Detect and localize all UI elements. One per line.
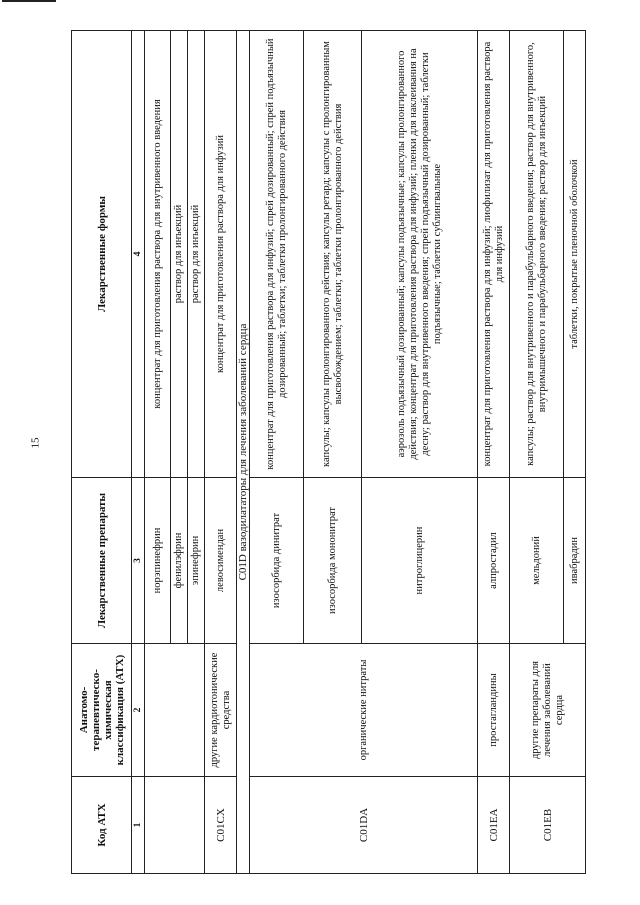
header-atc-class: Анатомо-терапевтическо-химическая классификация (АТХ)	[72, 644, 132, 777]
class-cell: другие кардиотонические средства	[205, 644, 237, 777]
table-row	[250, 31, 304, 874]
code-cell: C01EB	[510, 777, 586, 874]
code-cell: C01CX	[205, 777, 237, 874]
rotated-table-page	[71, 30, 580, 874]
forms-cell: концентрат для приготовления раствора для внутривенного введения	[145, 31, 171, 478]
drug-cell: эпинефрин	[188, 478, 205, 644]
class-cell: простагландины	[478, 644, 510, 777]
class-cell	[145, 644, 205, 777]
drug-table	[71, 30, 586, 874]
class-cell: органические нитраты	[250, 644, 478, 777]
forms-cell: таблетки, покрытые пленочной оболочкой	[564, 31, 586, 478]
forms-cell: концентрат для приготовления раствора для инфузий; спрей дозированный; спрей подъязычный дозированный; таблетки; таблетки пролонгированного действия	[250, 31, 304, 478]
header-drugs: Лекарственные препараты	[72, 478, 132, 644]
page-number: 15	[29, 437, 42, 449]
forms-cell: аэрозоль подъязычный дозированный; капсулы подъязычные; капсулы пролонгированного действия; концентрат для приготовления раствора для инфузий; пленки для наклеивания на десну; раствор для внутривенного введения; спрей подъязычный дозированный; таблетки подъязычные; таблетки сублингвальные	[362, 31, 478, 478]
drug-cell: нитроглицерин	[362, 478, 478, 644]
class-cell: другие препараты для лечения заболеваний сердца	[510, 644, 586, 777]
drug-cell: норэпинефрин	[145, 478, 171, 644]
forms-cell: раствор для инъекций	[188, 31, 205, 478]
forms-cell: капсулы; капсулы пролонгированного действия; капсулы ретард; капсулы с пролонгированным высвобождением; таблетки; таблетки пролонгированного действия	[304, 31, 362, 478]
section-row	[237, 31, 250, 874]
drug-cell: мельдоний	[510, 478, 564, 644]
drug-cell: изосорбида динитрат	[250, 478, 304, 644]
drug-cell: левосимендан	[205, 478, 237, 644]
code-cell: C01EA	[478, 777, 510, 874]
column-number: 2	[132, 644, 145, 777]
header-row	[72, 31, 132, 874]
drug-cell: алпростадил	[478, 478, 510, 644]
table-row	[205, 31, 237, 874]
drug-cell: фенилэфрин	[171, 478, 188, 644]
drug-cell: изосорбида мононитрат	[304, 478, 362, 644]
column-number: 1	[132, 777, 145, 874]
forms-cell: капсулы; раствор для внутривенного и парабульбарного введения; раствор для внутривенного, внутримышечного и парабульбарного введения; раствор для инъекций	[510, 31, 564, 478]
header-forms: Лекарственные формы	[72, 31, 132, 478]
code-cell	[145, 777, 205, 874]
top-rule	[2, 0, 56, 2]
drug-cell: ивабрадин	[564, 478, 586, 644]
forms-cell: раствор для инъекций	[171, 31, 188, 478]
forms-cell: концентрат для приготовления раствора для инфузий; лиофилизат для приготовления раствора для инфузий	[478, 31, 510, 478]
forms-cell: концентрат для приготовления раствора для инфузий	[205, 31, 237, 478]
table-row	[145, 31, 171, 874]
code-cell: C01DA	[250, 777, 478, 874]
header-code: Код АТХ	[72, 777, 132, 874]
table-row	[478, 31, 510, 874]
column-number: 3	[132, 478, 145, 644]
table-row	[510, 31, 564, 874]
column-number: 4	[132, 31, 145, 478]
column-number-row	[132, 31, 145, 874]
section-title: C01D вазодилататоры для лечения заболеваний сердца	[237, 31, 250, 874]
